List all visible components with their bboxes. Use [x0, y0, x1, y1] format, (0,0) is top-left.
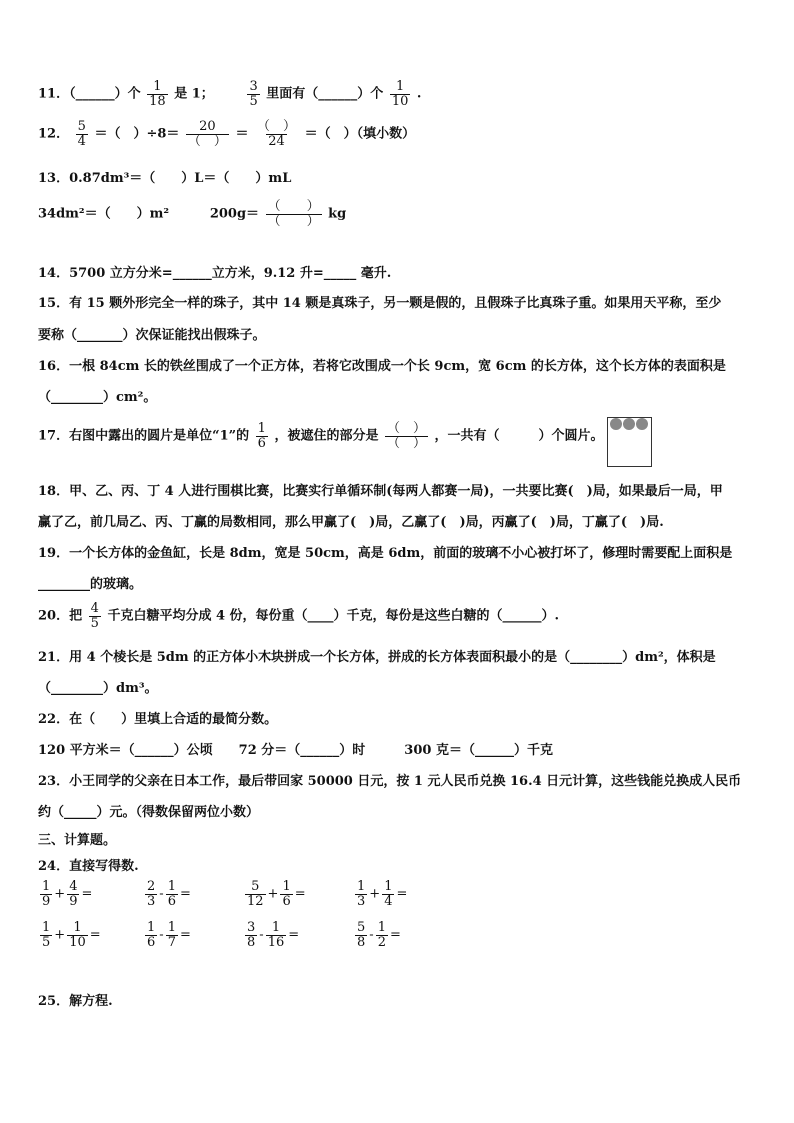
calc-item: $\frac{5}{12}$ + $\frac{1}{6}$ = — [247, 879, 306, 909]
disc-icon — [636, 418, 648, 430]
question-18-line1: 18．甲、乙、丙、丁 4 人进行围棋比赛，比赛实行单循环制(每两人都赛一局)，一共要比赛( )局，如果最后一局，甲 — [38, 484, 723, 499]
question-12: 12． $\frac{5}{4}$ ＝（ ）÷8＝ $\frac{20}{( )}$ ＝ $\frac{( )}{24}$ ＝（ ）（填小数） — [38, 119, 416, 149]
calc-item: $\frac{1}{3}$ + $\frac{1}{4}$ = — [357, 879, 408, 909]
calc-item: $\frac{3}{8}$ - $\frac{1}{16}$ = — [247, 920, 300, 950]
question-13-line2: 34dm²＝（ ）m² 200g＝ $\frac{( )}{( )}$ kg — [38, 199, 347, 229]
section-3-heading: 三、计算题。 — [38, 833, 117, 848]
question-22-line2: 120 平方米＝（______）公顷 72 分＝（______）时 300 克＝（______）千克 — [38, 743, 553, 758]
question-15-line1: 15．有 15 颗外形完全一样的珠子，其中 14 颗是真珠子，另一颗是假的，且假珠子比真珠子重。如果用天平称，至少 — [38, 296, 722, 311]
question-16-line2: （________）cm²。 — [38, 390, 157, 405]
calc-item: $\frac{5}{8}$ - $\frac{1}{2}$ = — [357, 920, 401, 950]
question-23-line2: 约（_____）元。（得数保留两位小数） — [38, 805, 260, 820]
calc-item: $\frac{1}{6}$ - $\frac{1}{7}$ = — [147, 920, 191, 950]
question-21-line1: 21．用 4 个棱长是 5dm 的正方体小木块拼成一个长方体，拼成的长方体表面积最小的是（________）dm²，体积是 — [38, 650, 716, 665]
calc-item: $\frac{2}{3}$ - $\frac{1}{6}$ = — [147, 879, 191, 909]
disc-icon — [610, 418, 622, 430]
question-19-line1: 19．一个长方体的金鱼缸，长是 8dm，宽是 50cm，高是 6dm，前面的玻璃不小心被打坏了，修理时需要配上面积是 — [38, 546, 733, 561]
question-22-line1: 22．在（ ）里填上合适的最简分数。 — [38, 712, 278, 727]
question-15-line2: 要称（_______）次保证能找出假珠子。 — [38, 328, 266, 343]
question-25: 25．解方程. — [38, 994, 113, 1009]
question-14: 14．5700 立方分米=______立方米，9.12 升=_____ 毫升. — [38, 266, 392, 281]
question-24: 24．直接写得数. — [38, 859, 139, 874]
calc-item: $\frac{1}{5}$ + $\frac{1}{10}$ = — [42, 920, 101, 950]
question-20: 20．把 $\frac{4}{5}$ 千克白糖平均分成 4 份，每份重（____）千克，每份是这些白糖的（______）. — [38, 601, 560, 631]
question-21-line2: （________）dm³。 — [38, 681, 158, 696]
calc-item: $\frac{1}{9}$ + $\frac{4}{9}$ = — [42, 879, 93, 909]
question-18-line2: 赢了乙，前几局乙、丙、丁赢的局数相同，那么甲赢了( )局，乙赢了( )局，丙赢了( )局，丁赢了( )局. — [38, 515, 664, 530]
question-11: 11．（______）个 $\frac{1}{18}$ 是 1； $\frac{3}{5}$ 里面有（______）个 $\frac{1}{10}$ . — [38, 79, 422, 109]
disc-icon — [623, 418, 635, 430]
question-13-line1: 13．0.87dm³＝（ ）L＝（ ）mL — [38, 171, 292, 186]
question-16-line1: 16．一根 84cm 长的铁丝围成了一个正方体，若将它改围成一个长 9cm，宽 6cm 的长方体，这个长方体的表面积是 — [38, 359, 726, 374]
question-17: 17．右图中露出的圆片是单位“1”的 $\frac{1}{6}$ ，被遮住的部分是 $\frac{( )}{( )}$ ，一共有（ ）个圆片。 — [38, 421, 604, 451]
question-19-line2: ________的玻璃。 — [38, 577, 143, 592]
question-23-line1: 23．小王同学的父亲在日本工作，最后带回家 50000 日元，按 1 元人民币兑换 16.4 日元计算，这些钱能兑换成人民币 — [38, 774, 742, 789]
